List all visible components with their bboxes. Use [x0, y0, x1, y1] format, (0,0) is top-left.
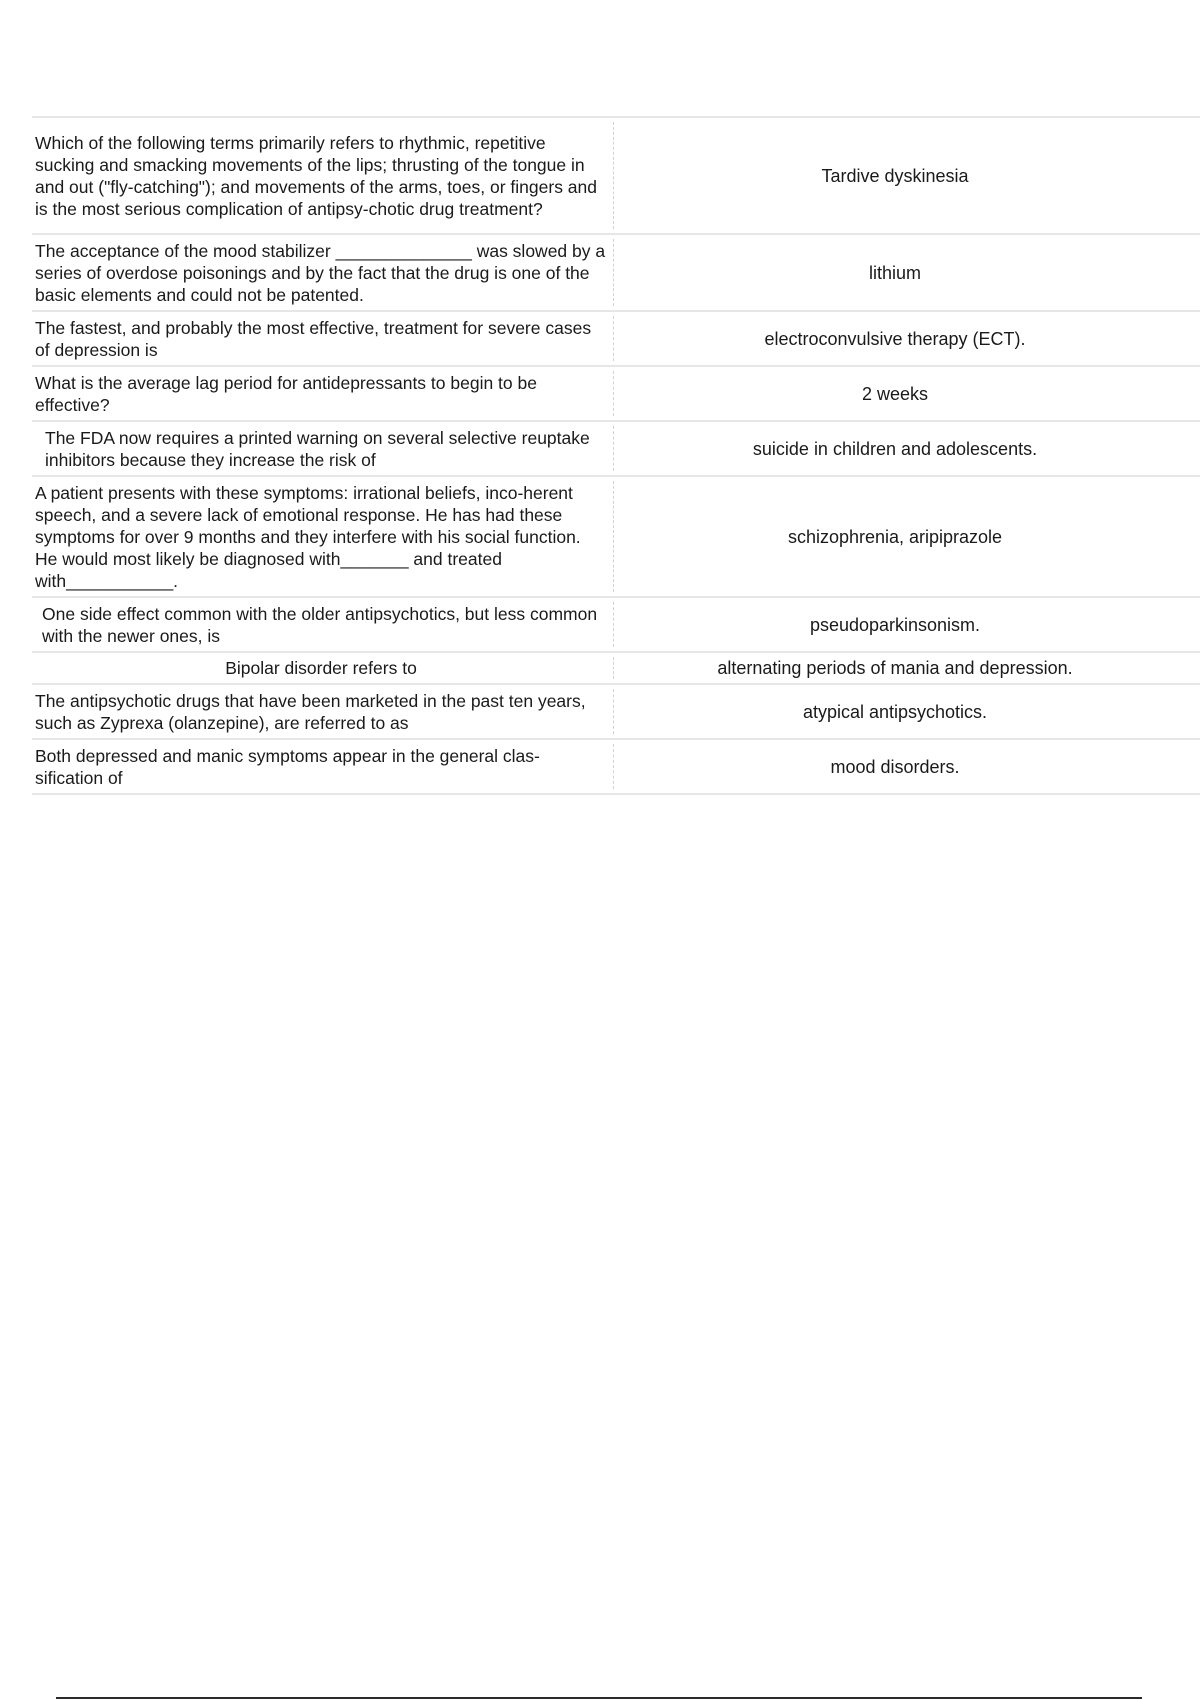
term-text: What is the average lag period for antidepressants to begin to be effective?: [35, 372, 537, 415]
definition-cell: [614, 239, 1200, 306]
term-text: The acceptance of the mood stabilizer ______________ was slowed by a series of overdose poisonings and by the fact that the drug is one of the basic elements and could not be patented.: [35, 240, 606, 305]
term-cell: [32, 481, 614, 592]
definition-text: alternating periods of mania and depression.: [717, 658, 1073, 678]
definition-text: suicide in children and adolescents.: [752, 438, 1038, 459]
flashcard-row: [32, 685, 1200, 740]
term-text: Which of the following terms primarily refers to rhythmic, repetitive sucking and smacking movements of the lips; thrusting of the tongue in and out ("fly-catching"); and movements of the arms, toes, or fingers and is the most serious complication of antipsy-chotic drug treatment?: [35, 132, 597, 219]
flashcard-row: [32, 367, 1200, 422]
term-text: A patient presents with these symptoms: irrational beliefs, inco-herent speech, and a severe lack of emotional response. He has had these symptoms for over 9 months and they interfere with his social function. He would most likely be diagnosed with_______ and treated with___________.: [35, 482, 581, 591]
flashcard-row: [32, 477, 1200, 598]
definition-cell: [614, 481, 1200, 592]
flashcard-row: [32, 653, 1200, 685]
term-cell: [32, 602, 614, 647]
definition-text: schizophrenia, aripiprazole: [787, 526, 1003, 547]
definition-text: lithium: [868, 262, 921, 283]
footer-divider: [56, 1697, 1142, 1699]
term-cell: [32, 239, 614, 306]
term-text: The FDA now requires a printed warning on several selective reuptake inhibitors because they increase the risk of: [45, 427, 590, 470]
definition-text: atypical antipsychotics.: [802, 701, 988, 722]
definition-text: mood disorders.: [830, 756, 960, 777]
term-cell: [32, 657, 614, 679]
term-cell: [32, 316, 614, 361]
term-text: The fastest, and probably the most effective, treatment for severe cases of depression is: [35, 317, 592, 360]
definition-cell: [614, 602, 1200, 647]
definition-cell: [614, 744, 1200, 789]
flashcard-table: [32, 116, 1200, 795]
flashcard-row: [32, 422, 1200, 477]
term-cell: [32, 122, 614, 229]
term-text: Both depressed and manic symptoms appear in the general clas-sification of: [35, 745, 540, 788]
term-cell: [32, 689, 614, 734]
term-text: Bipolar disorder refers to: [225, 658, 417, 678]
flashcard-row: [32, 235, 1200, 312]
term-cell: [32, 426, 614, 471]
flashcard-row: [32, 312, 1200, 367]
definition-text: 2 weeks: [861, 383, 929, 404]
definition-text: pseudoparkinsonism.: [809, 614, 981, 635]
term-cell: [32, 371, 614, 416]
term-cell: [32, 744, 614, 789]
flashcard-row: [32, 118, 1200, 235]
definition-cell: [614, 426, 1200, 471]
definition-text: Tardive dyskinesia: [821, 165, 969, 186]
definition-cell: [614, 689, 1200, 734]
definition-text: electroconvulsive therapy (ECT).: [764, 328, 1026, 349]
flashcard-row: [32, 598, 1200, 653]
term-text: The antipsychotic drugs that have been marketed in the past ten years, such as Zyprexa (olanzepine), are referred to as: [35, 690, 586, 733]
term-text: One side effect common with the older antipsychotics, but less common with the newer ones, is: [42, 603, 598, 646]
definition-cell: [614, 657, 1200, 679]
flashcard-row: [32, 740, 1200, 795]
definition-cell: [614, 371, 1200, 416]
definition-cell: [614, 122, 1200, 229]
definition-cell: [614, 316, 1200, 361]
